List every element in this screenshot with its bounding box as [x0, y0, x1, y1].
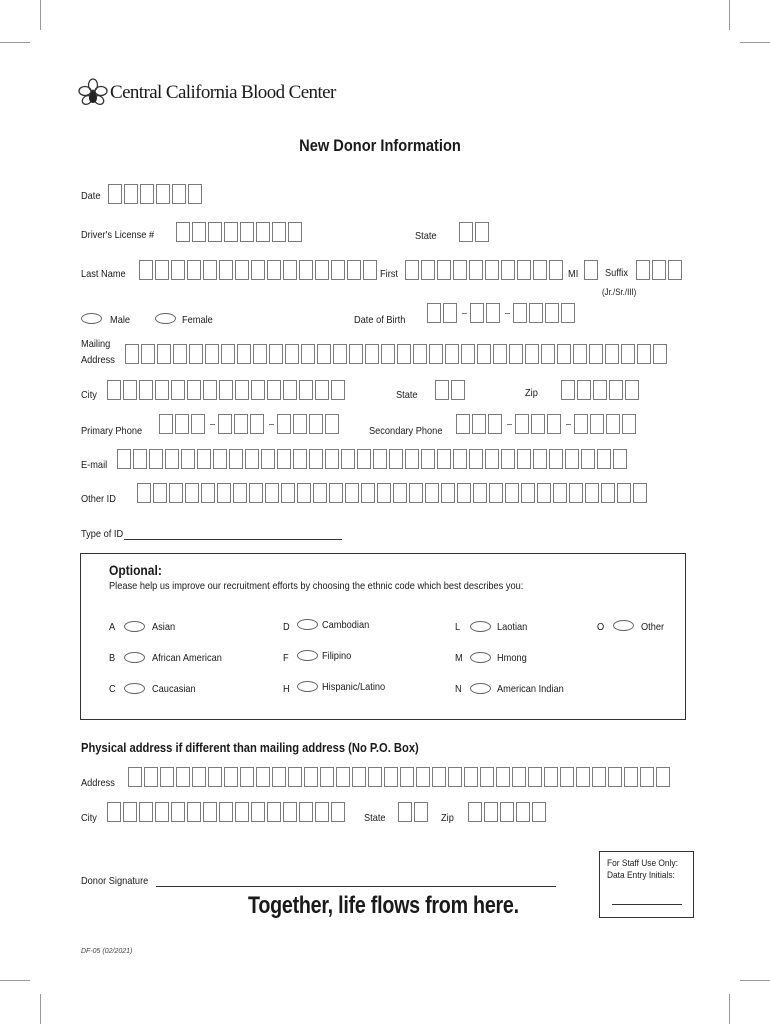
email-label: E-mail	[81, 459, 108, 471]
secondary-phone-area-input[interactable]	[456, 414, 504, 436]
ethnic-label-hispanic-latino: Hispanic/Latino	[322, 681, 386, 693]
tagline: Together, life flows from here.	[248, 892, 519, 919]
ethnic-radio-american-indian[interactable]	[470, 683, 491, 694]
dob-month-input[interactable]	[427, 303, 459, 325]
ethnic-radio-laotian[interactable]	[470, 621, 491, 632]
ethnic-radio-african-american[interactable]	[124, 652, 145, 663]
primary-phone-area-input[interactable]	[159, 414, 207, 436]
ethnic-radio-caucasian[interactable]	[124, 683, 145, 694]
ethnic-radio-filipino[interactable]	[297, 650, 318, 661]
female-radio[interactable]	[155, 313, 176, 324]
logo	[78, 78, 108, 113]
code-letter: C	[109, 683, 116, 695]
optional-prompt: Please help us improve our recruitment efforts by choosing the ethnic code which best describes you:	[109, 580, 524, 592]
crop-mark	[40, 0, 41, 30]
ethnic-radio-asian[interactable]	[124, 621, 145, 632]
physical-address-title: Physical address if different than mailing address (No P.O. Box)	[81, 740, 419, 755]
male-radio[interactable]	[81, 313, 102, 324]
type-of-id-line[interactable]	[124, 539, 342, 540]
state-label: State	[396, 389, 418, 401]
secondary-phone-prefix-input[interactable]	[515, 414, 563, 436]
zip-input[interactable]	[561, 380, 641, 402]
code-letter: H	[283, 683, 290, 695]
ethnic-label-asian: Asian	[152, 621, 176, 633]
data-entry-initials-label: Data Entry Initials:	[607, 870, 675, 881]
physical-city-input[interactable]	[107, 802, 347, 824]
optional-title: Optional:	[109, 562, 162, 578]
code-letter: M	[455, 652, 463, 664]
crop-mark	[740, 42, 770, 43]
ethnic-radio-other[interactable]	[613, 620, 634, 631]
initials-line[interactable]	[612, 904, 682, 905]
page-title: New Donor Information	[299, 136, 461, 155]
last-name-label: Last Name	[81, 268, 126, 280]
ethnic-label-african-american: African American	[152, 652, 222, 664]
dob-day-input[interactable]	[470, 303, 502, 325]
secondary-phone-label: Secondary Phone	[369, 425, 443, 437]
code-letter: F	[283, 652, 289, 664]
ethnic-label-laotian: Laotian	[497, 621, 528, 633]
code-letter: D	[283, 621, 290, 633]
zip-label: Zip	[525, 387, 538, 399]
last-name-input[interactable]	[139, 260, 379, 282]
ethnic-label-filipino: Filipino	[322, 650, 352, 662]
secondary-phone-line-input[interactable]	[574, 414, 638, 436]
suffix-input[interactable]	[636, 260, 684, 282]
mi-input[interactable]	[584, 260, 600, 282]
ethnic-label-other: Other	[641, 621, 665, 633]
crop-mark	[729, 0, 730, 30]
mailing-label-line1: Mailing	[81, 338, 111, 350]
mi-label: MI	[568, 268, 579, 280]
dob-year-input[interactable]	[513, 303, 577, 325]
suffix-hint: (Jr./Sr./III)	[602, 287, 637, 297]
form-code: DF-05 (02/2021)	[81, 948, 133, 955]
crop-mark	[0, 980, 30, 981]
date-label: Date	[81, 190, 101, 202]
type-of-id-label: Type of ID	[81, 528, 124, 540]
drivers-license-label: Driver's License #	[81, 229, 155, 241]
physical-zip-input[interactable]	[468, 802, 548, 824]
logo-text: Central California Blood Center	[110, 82, 336, 103]
state-label: State	[415, 230, 437, 242]
physical-address-label: Address	[81, 777, 115, 789]
first-name-input[interactable]	[405, 260, 565, 282]
other-id-label: Other ID	[81, 493, 116, 505]
code-letter: N	[455, 683, 462, 695]
first-name-label: First	[380, 268, 398, 280]
crop-mark	[740, 980, 770, 981]
physical-state-input[interactable]	[398, 802, 430, 824]
physical-zip-label: Zip	[441, 812, 454, 824]
license-state-input[interactable]	[459, 222, 491, 244]
crop-mark	[729, 994, 730, 1024]
blood-drop-flower-icon	[78, 78, 108, 108]
staff-use-label: For Staff Use Only:	[607, 858, 678, 869]
physical-state-label: State	[364, 812, 386, 824]
signature-label: Donor Signature	[81, 875, 149, 887]
female-label: Female	[182, 314, 213, 326]
other-id-input[interactable]	[137, 483, 649, 505]
ethnic-label-american-indian: American Indian	[497, 683, 564, 695]
crop-mark	[40, 994, 41, 1024]
state-input[interactable]	[435, 380, 467, 402]
ethnic-label-hmong: Hmong	[497, 652, 527, 664]
primary-phone-prefix-input[interactable]	[218, 414, 266, 436]
email-input[interactable]	[117, 449, 629, 471]
signature-line[interactable]	[156, 886, 556, 887]
code-letter: L	[455, 621, 461, 633]
code-letter: B	[109, 652, 116, 664]
code-letter: O	[597, 621, 605, 633]
suffix-label: Suffix	[605, 267, 628, 279]
date-input[interactable]	[108, 184, 204, 206]
mailing-label-line2: Address	[81, 354, 115, 366]
physical-address-input[interactable]	[128, 767, 672, 789]
city-label: City	[81, 389, 97, 401]
city-input[interactable]	[107, 380, 347, 402]
male-label: Male	[110, 314, 131, 326]
primary-phone-line-input[interactable]	[277, 414, 341, 436]
ethnic-radio-hmong[interactable]	[470, 652, 491, 663]
dob-label: Date of Birth	[354, 314, 406, 326]
ethnic-label-caucasian: Caucasian	[152, 683, 196, 695]
ethnic-radio-cambodian[interactable]	[297, 619, 318, 630]
primary-phone-label: Primary Phone	[81, 425, 143, 437]
ethnic-label-cambodian: Cambodian	[322, 619, 370, 631]
drivers-license-input[interactable]	[176, 222, 304, 244]
physical-city-label: City	[81, 812, 97, 824]
crop-mark	[0, 42, 30, 43]
code-letter: A	[109, 621, 116, 633]
ethnic-radio-hispanic-latino[interactable]	[297, 681, 318, 692]
mailing-address-input[interactable]	[125, 344, 669, 366]
